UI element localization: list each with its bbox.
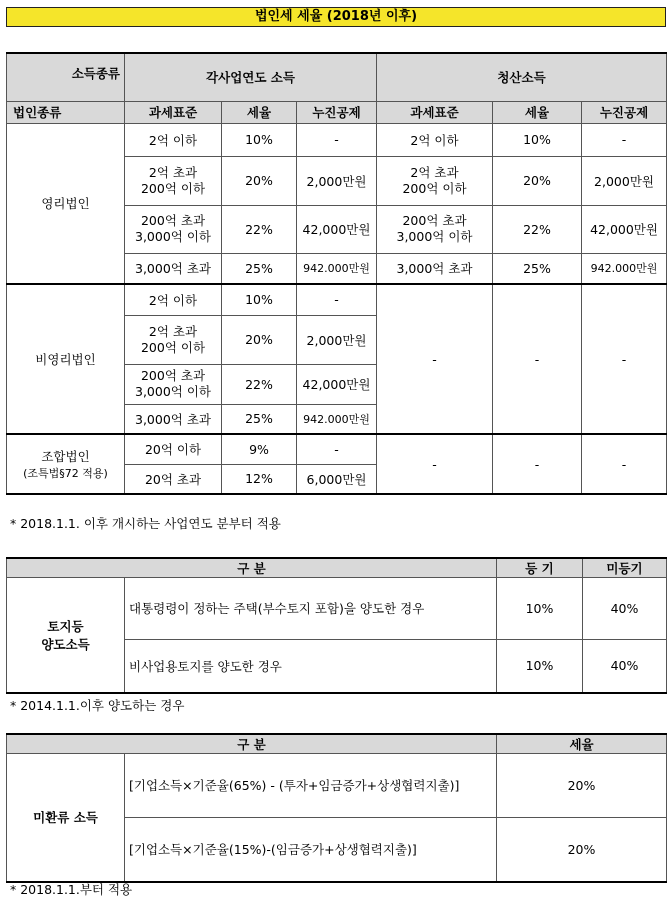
bracket-cell: 200억 초과 3,000억 이하 <box>377 205 493 253</box>
empty-cell: - <box>377 434 493 494</box>
empty-cell: - <box>493 434 582 494</box>
rate-cell: 10% <box>493 123 582 156</box>
rate-cell: 20% <box>222 315 297 364</box>
bracket-cell: 200억 초과 3,000억 이하 <box>125 205 222 253</box>
deduction-cell: 942.000만원 <box>297 253 377 284</box>
rate-cell: 25% <box>222 404 297 434</box>
header-registered: 등 기 <box>497 558 583 578</box>
entity-coop-label: 조합법인 <box>41 449 90 464</box>
table-row <box>7 754 667 818</box>
col-deduction: 누진공제 <box>297 101 377 123</box>
row2-unregistered-rate: 40% <box>583 640 667 693</box>
rate-cell: 22% <box>222 205 297 253</box>
header-category: 구 분 <box>7 734 497 754</box>
header-unregistered: 미등기 <box>583 558 667 578</box>
deduction-cell: 42,000만원 <box>297 205 377 253</box>
empty-cell: - <box>493 284 582 434</box>
row2-description: [기업소득×기준율(15%)-(임금증가+상생협력지출)] <box>125 818 497 882</box>
row1-rate: 20% <box>497 754 667 818</box>
rate-cell: 20% <box>493 156 582 205</box>
unreturned-income-table <box>6 733 667 883</box>
rate-cell: 9% <box>222 434 297 464</box>
deduction-cell: - <box>297 123 377 156</box>
table1-note: * 2018.1.1. 이후 개시하는 사업연도 분부터 적용 <box>10 516 281 531</box>
entity-nonprofit: 비영리법인 <box>7 284 125 434</box>
table-row <box>7 434 667 464</box>
rate-cell: 10% <box>222 284 297 315</box>
col-tax-base: 과세표준 <box>377 101 493 123</box>
row1-registered-rate: 10% <box>497 578 583 640</box>
row1-description: [기업소득×기준율(65%) - (투자+임금증가+상생협력지출)] <box>125 754 497 818</box>
col-tax-rate: 세율 <box>222 101 297 123</box>
corner-top-label: 소득종류 <box>71 66 120 81</box>
empty-cell: - <box>377 284 493 434</box>
table2-note: * 2014.1.1.이후 양도하는 경우 <box>10 698 185 713</box>
deduction-cell: 2,000만원 <box>297 156 377 205</box>
deduction-cell: 942.000만원 <box>297 404 377 434</box>
bracket-cell: 20억 초과 <box>125 464 222 494</box>
row2-description: 비사업용토지를 양도한 경우 <box>125 640 497 693</box>
empty-cell: - <box>582 284 667 434</box>
table-row <box>7 123 667 156</box>
rate-cell: 25% <box>493 253 582 284</box>
bracket-cell: 20억 이하 <box>125 434 222 464</box>
deduction-cell: - <box>297 434 377 464</box>
bracket-cell: 2억 초과 200억 이하 <box>377 156 493 205</box>
bracket-cell: 2억 초과 200억 이하 <box>125 156 222 205</box>
deduction-cell: 42,000만원 <box>297 364 377 404</box>
deduction-cell: 2,000만원 <box>582 156 667 205</box>
entity-coop <box>7 434 125 494</box>
group-header-business-income: 각사업연도 소득 <box>125 53 377 101</box>
col-tax-rate: 세율 <box>493 101 582 123</box>
deduction-cell: - <box>582 123 667 156</box>
col-tax-base: 과세표준 <box>125 101 222 123</box>
bracket-cell: 2억 이하 <box>125 284 222 315</box>
bracket-cell: 3,000억 초과 <box>125 404 222 434</box>
row1-unregistered-rate: 40% <box>583 578 667 640</box>
rate-cell: 22% <box>493 205 582 253</box>
row1-description: 대통령령이 정하는 주택(부수토지 포함)을 양도한 경우 <box>125 578 497 640</box>
rate-cell: 20% <box>222 156 297 205</box>
group-header-liquidation-income: 청산소득 <box>377 53 667 101</box>
row-label-land-transfer: 토지등 양도소득 <box>7 578 125 693</box>
corner-bottom-label: 법인종류 <box>7 101 125 123</box>
col-deduction: 누진공제 <box>582 101 667 123</box>
rate-cell: 22% <box>222 364 297 404</box>
deduction-cell: 942.000만원 <box>582 253 667 284</box>
deduction-cell: 42,000만원 <box>582 205 667 253</box>
table-row <box>7 284 667 315</box>
empty-cell: - <box>582 434 667 494</box>
row2-registered-rate: 10% <box>497 640 583 693</box>
deduction-cell: 2,000만원 <box>297 315 377 364</box>
corporate-tax-rate-table <box>6 52 667 495</box>
land-transfer-tax-table <box>6 557 667 694</box>
bracket-cell: 2억 이하 <box>377 123 493 156</box>
table-row <box>7 578 667 640</box>
bracket-cell: 3,000억 초과 <box>125 253 222 284</box>
bracket-cell: 2억 이하 <box>125 123 222 156</box>
entity-coop-note: (조특법§72 적용) <box>23 467 108 480</box>
deduction-cell: - <box>297 284 377 315</box>
rate-cell: 10% <box>222 123 297 156</box>
entity-profit: 영리법인 <box>7 123 125 284</box>
bracket-cell: 200억 초과 3,000억 이하 <box>125 364 222 404</box>
corner-header <box>7 53 125 101</box>
row2-rate: 20% <box>497 818 667 882</box>
header-rate: 세율 <box>497 734 667 754</box>
bracket-cell: 3,000억 초과 <box>377 253 493 284</box>
header-category: 구 분 <box>7 558 497 578</box>
bracket-cell: 2억 초과 200억 이하 <box>125 315 222 364</box>
deduction-cell: 6,000만원 <box>297 464 377 494</box>
row-label-unreturned-income: 미환류 소득 <box>7 754 125 882</box>
table3-note: * 2018.1.1.부터 적용 <box>10 882 133 897</box>
rate-cell: 12% <box>222 464 297 494</box>
page-title: 법인세 세율 (2018년 이후) <box>6 7 666 27</box>
rate-cell: 25% <box>222 253 297 284</box>
